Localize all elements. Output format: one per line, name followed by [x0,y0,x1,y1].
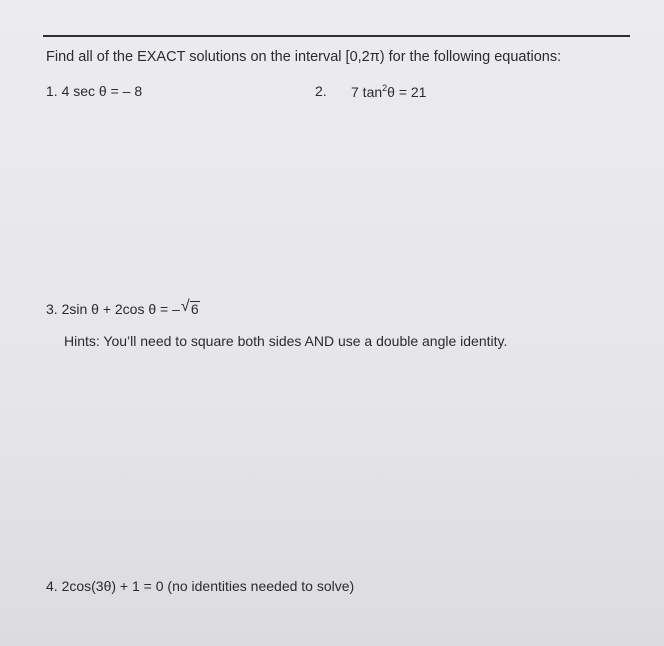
problem-3 [46,298,200,317]
problem-3-radicand: 6 [190,301,199,317]
problem-3-hint: Hints: You’ll need to square both sides AND use a double angle identity. [64,333,508,349]
problem-3-prefix: 3. 2sin θ + 2cos θ = [46,301,173,317]
problem-2-number: 2. [315,83,327,99]
top-rule [43,35,630,37]
problem-3-negative-sign: – [172,301,180,317]
problem-2-base: 7 tan [351,84,383,100]
problem-4: 4. 2cos(3θ) + 1 = 0 (no identities needed to solve) [46,578,355,594]
problem-2 [351,83,426,100]
problem-1: 1. 4 sec θ = – 8 [46,83,143,99]
instructions-text: Find all of the EXACT solutions on the interval [0,2π) for the following equations: [46,49,562,65]
problem-2-rest: θ = 21 [387,84,427,100]
sqrt-symbol: √ 6 [180,298,199,317]
problem-2-exponent: 2 [382,83,388,93]
